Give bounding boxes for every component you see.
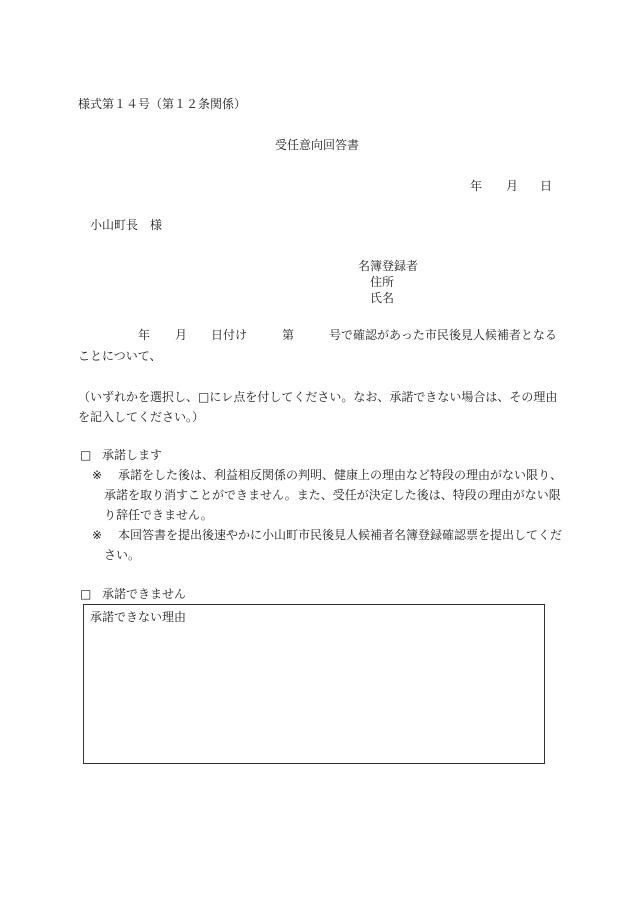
reference-line1-tail: 号で確認があった市民後見人候補者となる	[329, 328, 557, 342]
sender-address-label: 住所	[370, 275, 395, 289]
decline-reason-label: 承諾できない理由	[90, 610, 187, 624]
accept-note2-mark: ※	[92, 528, 103, 542]
reference-number-prefix: 第	[282, 328, 295, 342]
document-title: 受任意向回答書	[275, 138, 360, 152]
reference-year-label: 年	[138, 328, 151, 342]
reference-month-label: 月	[175, 328, 188, 342]
reference-line2: ことについて、	[78, 349, 162, 363]
accept-note1-line: り辞任できません。	[104, 508, 213, 522]
sender-heading: 名簿登録者	[358, 259, 419, 273]
accept-checkbox[interactable]: □	[80, 448, 92, 462]
accept-note2-line: 本回答書を提出後速やかに小山町市民後見人候補者名簿登録確認票を提出してくだ	[118, 528, 563, 542]
accept-note2-line: さい。	[104, 548, 141, 562]
instruction-line1: （いずれかを選択し、□にレ点を付してください。なお、承諾できない場合は、その理由	[78, 390, 558, 404]
decline-checkbox[interactable]: □	[80, 587, 92, 601]
decline-reason-box[interactable]	[83, 604, 545, 764]
decline-label: 承諾できません	[102, 587, 187, 601]
accept-label: 承諾します	[102, 448, 163, 462]
form-number: 様式第１４号（第１２条関係）	[78, 97, 247, 111]
accept-note1-line: 承諾をした後は、利益相反関係の判明、健康上の理由など特段の理由がない限り、	[118, 468, 563, 482]
addressee: 小山町長 様	[90, 218, 163, 232]
accept-note1-line: 承諾を取り消すことができません。また、受任が決定した後は、特段の理由がない限	[104, 488, 561, 502]
date-year-label: 年	[470, 179, 483, 193]
accept-note1-mark: ※	[92, 468, 103, 482]
date-month-label: 月	[506, 179, 519, 193]
sender-name-label: 氏名	[370, 291, 395, 305]
instruction-line2: を記入してください。）	[78, 410, 205, 424]
reference-day-label: 日付け	[211, 328, 248, 342]
date-day-label: 日	[540, 179, 553, 193]
